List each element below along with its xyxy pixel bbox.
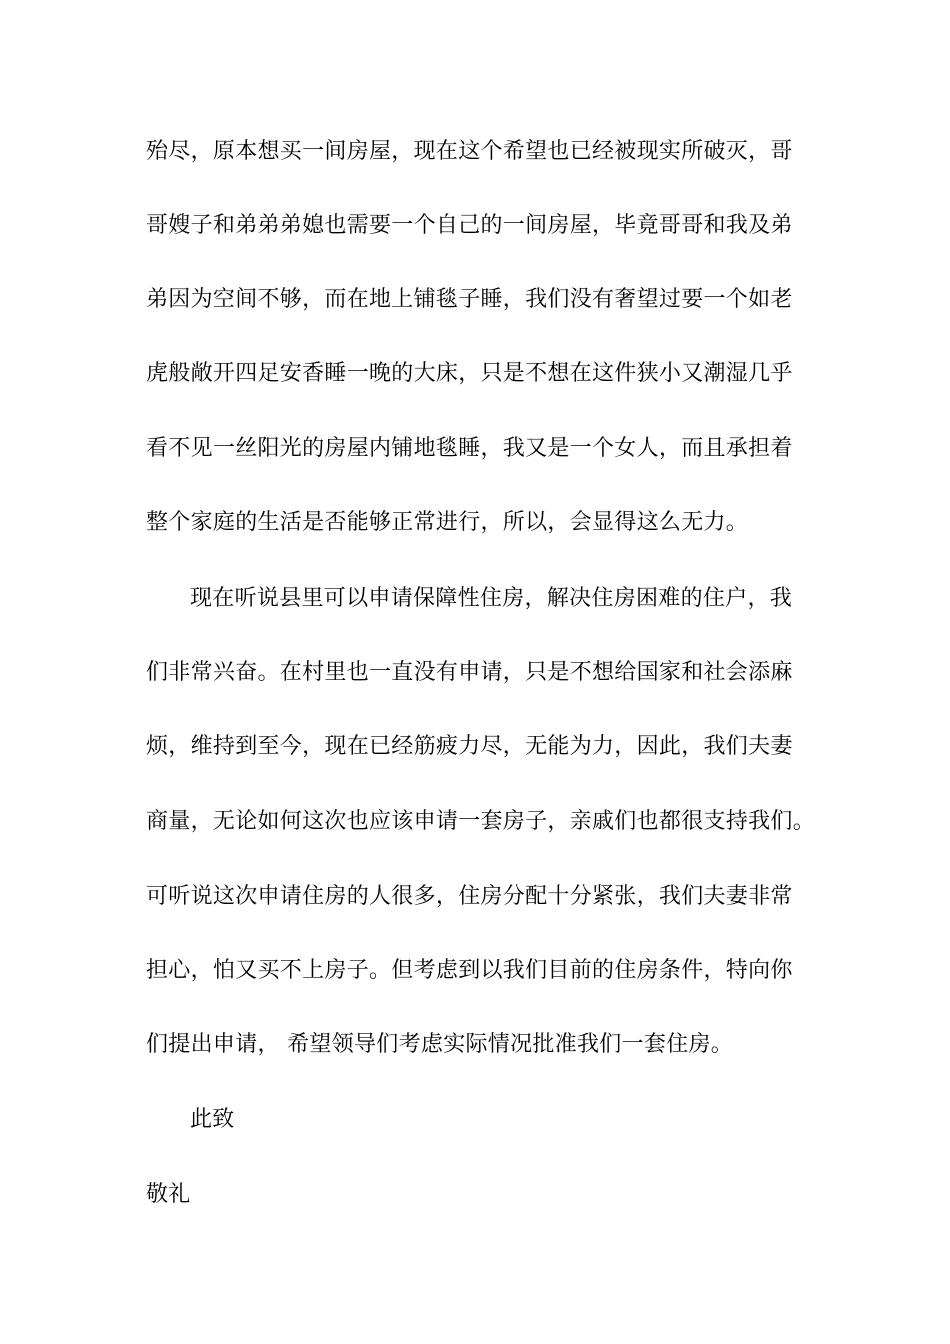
body-line: 们提出申请， 希望领导们考虑实际情况批准我们一套住房。 xyxy=(146,1032,734,1057)
body-line: 可听说这次申请住房的人很多，住房分配十分紧张，我们夫妻非常 xyxy=(146,884,793,909)
body-line: 担心，怕又买不上房子。但考虑到以我们目前的住房条件，特向你 xyxy=(146,958,793,983)
body-line: 整个家庭的生活是否能够正常进行，所以，会显得这么无力。 xyxy=(146,510,749,535)
body-line: 们非常兴奋。在村里也一直没有申请，只是不想给国家和社会添麻 xyxy=(146,660,793,685)
body-line: 弟因为空间不够，而在地上铺毯子睡，我们没有奢望过要一个如老 xyxy=(146,287,793,312)
salutation-text: 敬礼 xyxy=(146,1182,191,1207)
closing-text: 此致 xyxy=(190,1107,235,1132)
body-line: 商量，无论如何这次也应该申请一套房子，亲戚们也都很支持我们。 xyxy=(146,809,816,834)
body-line: 看不见一丝阳光的房屋内铺地毯睡，我又是一个女人，而且承担着 xyxy=(146,436,793,461)
body-line: 虎般敞开四足安香睡一晚的大床，只是不想在这件狭小又潮湿几乎 xyxy=(146,361,793,386)
body-line: 殆尽，原本想买一间房屋，现在这个希望也已经被现实所破灭，哥 xyxy=(146,139,793,164)
body-line: 烦，维持到至今，现在已经筋疲力尽，无能为力，因此，我们夫妻 xyxy=(146,734,793,759)
body-line: 哥嫂子和弟弟弟媳也需要一个自己的一间房屋，毕竟哥哥和我及弟 xyxy=(146,213,793,238)
paragraph-first-line: 现在听说县里可以申请保障性住房，解决住房困难的住户，我 xyxy=(190,586,793,611)
